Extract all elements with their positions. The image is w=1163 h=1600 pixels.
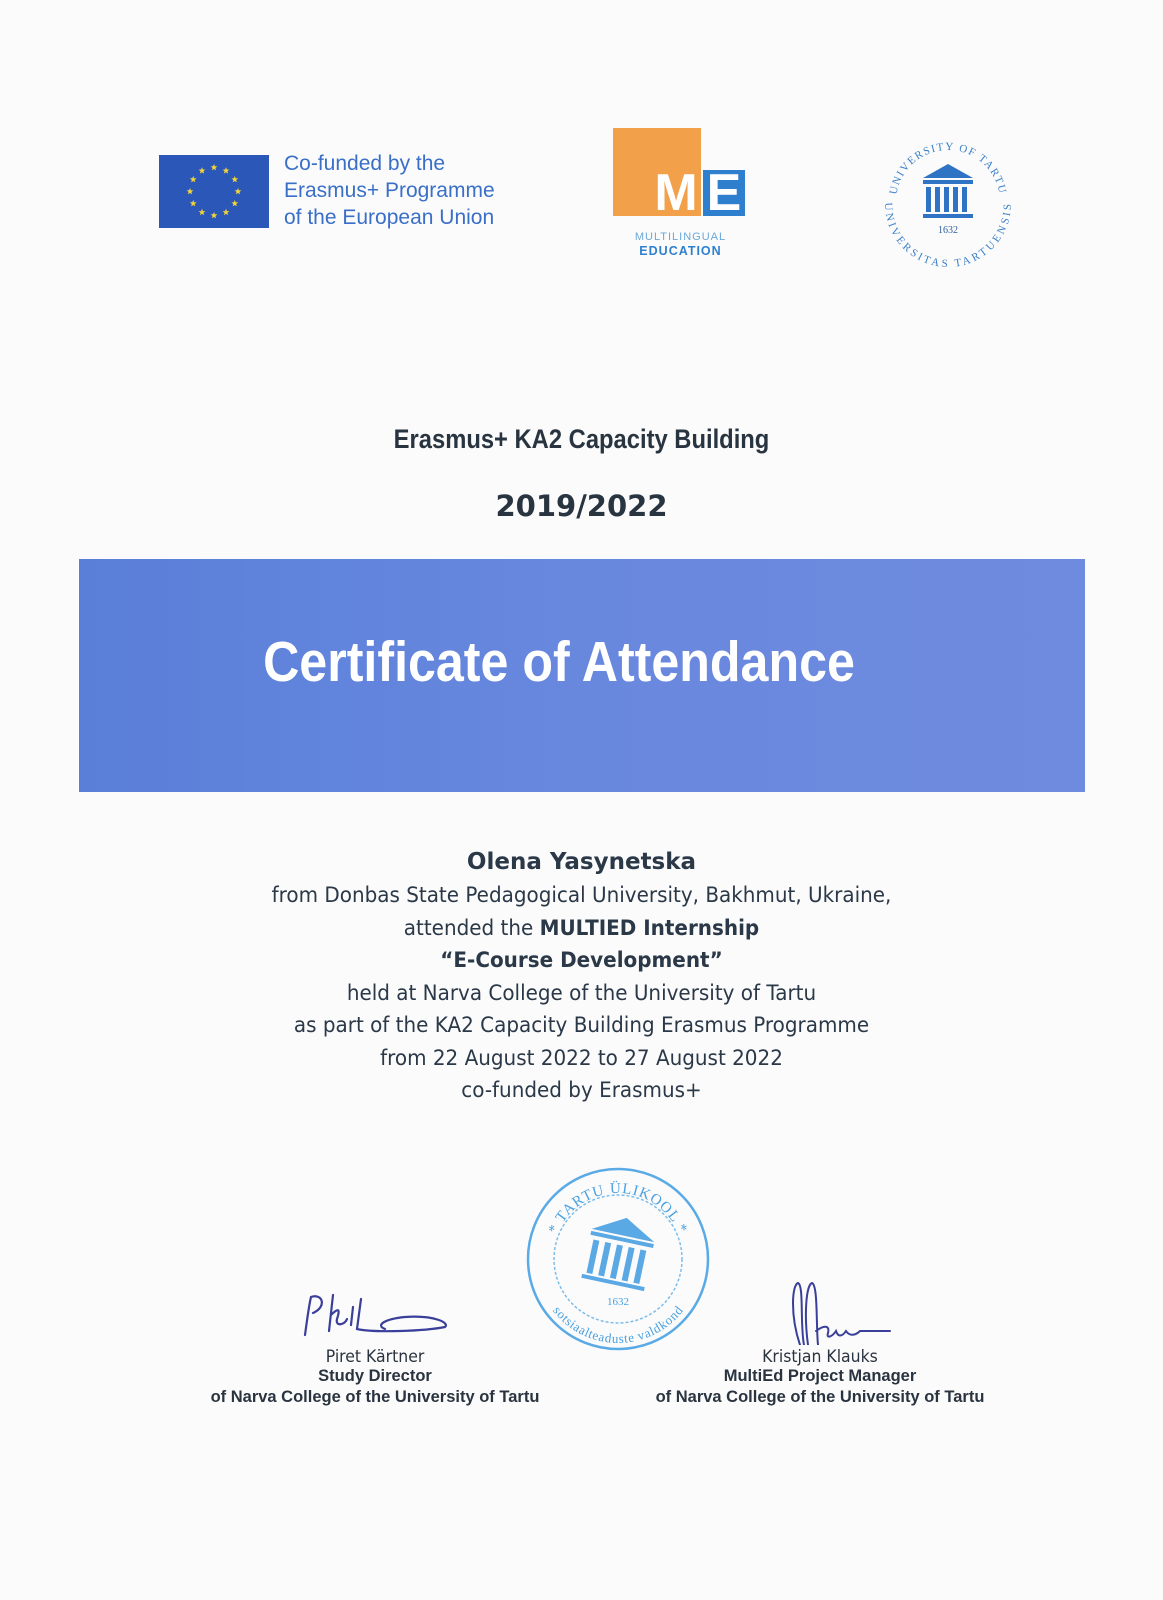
recipient-name: Olena Yasynetska [466, 849, 697, 875]
programme-years: 2019/2022 [495, 489, 668, 523]
cofunded-line: co-funded by Erasmus+ [461, 1078, 702, 1102]
recipient-affiliation: from Donbas State Pedagogical University, Bakhmut, Ukraine, [271, 883, 892, 907]
tartu-building-icon [878, 130, 1018, 270]
programme-title: Erasmus+ KA2 Capacity Building [393, 424, 770, 454]
stamp-year: 1632 [607, 1296, 629, 1308]
signatory-org: of Narva College of the University of Tartu [210, 1388, 540, 1406]
signatory-left [190, 1285, 560, 1408]
university-of-tartu-logo [878, 130, 1018, 270]
eu-flag-icon [159, 155, 269, 228]
venue-line: held at Narva College of the University of Tartu [346, 980, 817, 1005]
eu-text-line-3: of the European Union [284, 206, 495, 229]
eu-cofunded-text [284, 150, 495, 231]
signature-klauks-icon [720, 1265, 920, 1345]
signatory-right [635, 1285, 1005, 1408]
eu-text-line-1: Co-funded by the [284, 152, 446, 175]
attended-prefix: attended the [403, 915, 540, 940]
course-title: “E-Course Development” [440, 948, 723, 972]
certificate-banner [79, 559, 1085, 792]
me-letter-e: E [703, 170, 745, 216]
stamp-bottom-text: sotsiaalteaduste valdkond [550, 1302, 686, 1347]
dates-line: from 22 August 2022 to 27 August 2022 [380, 1045, 783, 1070]
signatory-org: of Narva College of the University of Tartu [655, 1388, 985, 1406]
signatory-role: Study Director [318, 1367, 432, 1385]
signatory-name: Kristjan Klauks [762, 1347, 878, 1366]
me-letter-m: M [654, 170, 698, 216]
internship-name: MULTIED Internship [539, 915, 760, 940]
svg-text:UNIVERSITAS TARTUENSIS [882, 202, 1014, 270]
tartu-top-text: UNIVERSITY OF TARTU [887, 140, 1009, 196]
programme-line: as part of the KA2 Capacity Building Erasmus Programme [293, 1013, 870, 1037]
eu-text-line-2: Erasmus+ Programme [284, 179, 495, 202]
multilingual-education-logo [613, 128, 748, 263]
signature-kartner-icon [275, 1285, 475, 1345]
certificate-body [0, 845, 1163, 1107]
eu-flag-logo [159, 155, 269, 228]
certificate-title: Certificate of Attendance [263, 630, 855, 694]
attended-line [29, 912, 1134, 945]
me-multilingual-text: MULTILINGUAL [634, 231, 727, 243]
tartu-bottom-text: UNIVERSITAS TARTUENSIS [881, 202, 1015, 270]
me-education-text: EDUCATION [639, 244, 722, 258]
tartu-year: 1632 [938, 225, 958, 236]
stamp-top-text: * TARTU ÜLIKOOL * [545, 1180, 691, 1237]
signatory-name: Piret Kärtner [325, 1347, 425, 1366]
signatory-role: MultiEd Project Manager [723, 1367, 917, 1385]
